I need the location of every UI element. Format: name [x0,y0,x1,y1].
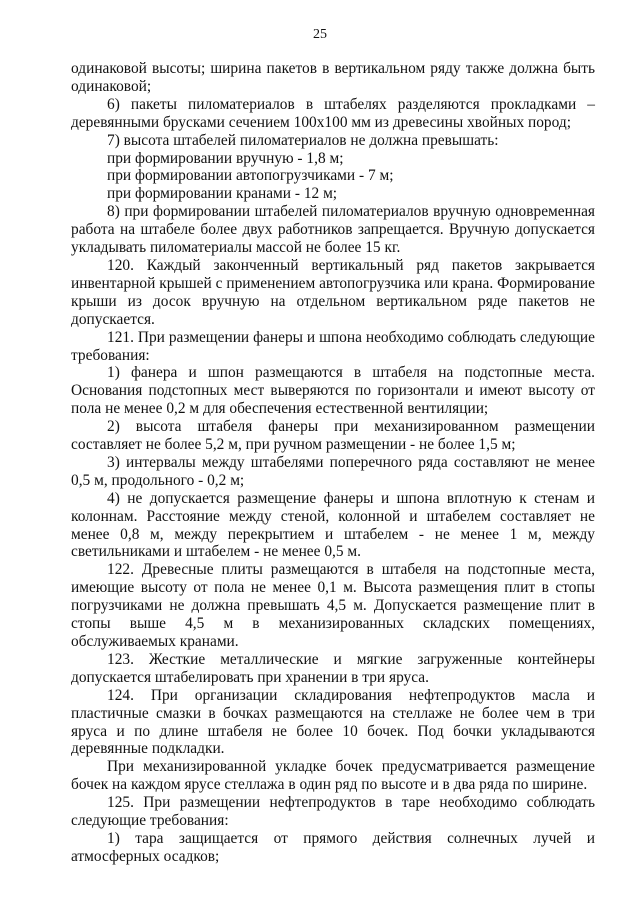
clause-paragraph: 122. Древесные плиты размещаются в штабеля на подстопные места, имеющие высоту от пола не менее 0,1 м. Высота размещения плит в стопы погрузчиками не должна превышать 4,5 м. Допускается размещение плит в стопы выше 4,5 м в механизированных складских помещениях, обслуживаемых кранами. [71,561,595,650]
clause-paragraph: 123. Жесткие металлические и мягкие загруженные контейнеры допускается штабелировать при хранении в три яруса. [71,650,595,686]
list-item: 6) пакеты пиломатериалов в штабелях разделяются прокладками – деревянными брусками сечением 100х100 мм из древесины хвойных пород; [71,95,595,131]
sub-list-item: при формировании вручную - 1,8 м; [107,149,344,167]
list-item: 7) высота штабелей пиломатериалов не должна превышать: [107,131,499,149]
list-item: 4) не допускается размещение фанеры и шпона вплотную к стенам и колоннам. Расстояние между стеной, колонной и штабелем составляет не менее 0,8 м, между перекрытием и штабелем - не менее 1 м, между светильниками и штабелем - не менее 0,5 м. [71,489,595,561]
clause-paragraph: 124. При организации складирования нефтепродуктов масла и пластичные смазки в бочках размещаются на стеллаже не более чем в три яруса и по длине штабеля не более 10 бочек. Под бочки укладываются деревянные подкладки. [71,686,595,758]
list-item: 8) при формировании штабелей пиломатериалов вручную одновременная работа на штабеле более двух работников запрещается. Вручную допускается укладывать пиломатериалы массой не более 15 кг. [71,203,595,257]
paragraph: При механизированной укладке бочек предусматривается размещение бочек на каждом ярусе стеллажа в один ряд по высоте и в два ряда по ширине. [71,758,595,794]
sub-list-item: при формировании автопогрузчиками - 7 м; [107,167,394,185]
document-body [71,60,595,866]
paragraph: одинаковой высоты; ширина пакетов в вертикальном ряду также должна быть одинаковой; [71,60,595,95]
list-item: 3) интервалы между штабелями поперечного ряда составляют не менее 0,5 м, продольного - 0,2 м; [71,453,595,489]
list-item: 1) тара защищается от прямого действия солнечных лучей и атмосферных осадков; [71,829,595,865]
list-item: 2) высота штабеля фанеры при механизированном размещении составляет не более 5,2 м, при ручном размещении - не более 1,5 м; [71,418,595,454]
list-item: 1) фанера и шпон размещаются в штабеля на подстопные места. Основания подстопных мест выверяются по горизонтали и имеют высоту от пола не менее 0,2 м для обеспечения естественной вентиляции; [71,364,595,418]
sub-list-item: при формировании кранами - 12 м; [107,185,338,203]
clause-paragraph: 120. Каждый законченный вертикальный ряд пакетов закрывается инвентарной крышей с применением автопогрузчика или крана. Формирование крыши из досок вручную на отдельном вертикальном ряде пакетов не допускается. [71,256,595,328]
page-number: 25 [313,27,327,42]
clause-paragraph: 121. При размещении фанеры и шпона необходимо соблюдать следующие требования: [71,328,595,364]
clause-paragraph: 125. При размещении нефтепродуктов в таре необходимо соблюдать следующие требования: [71,794,595,830]
